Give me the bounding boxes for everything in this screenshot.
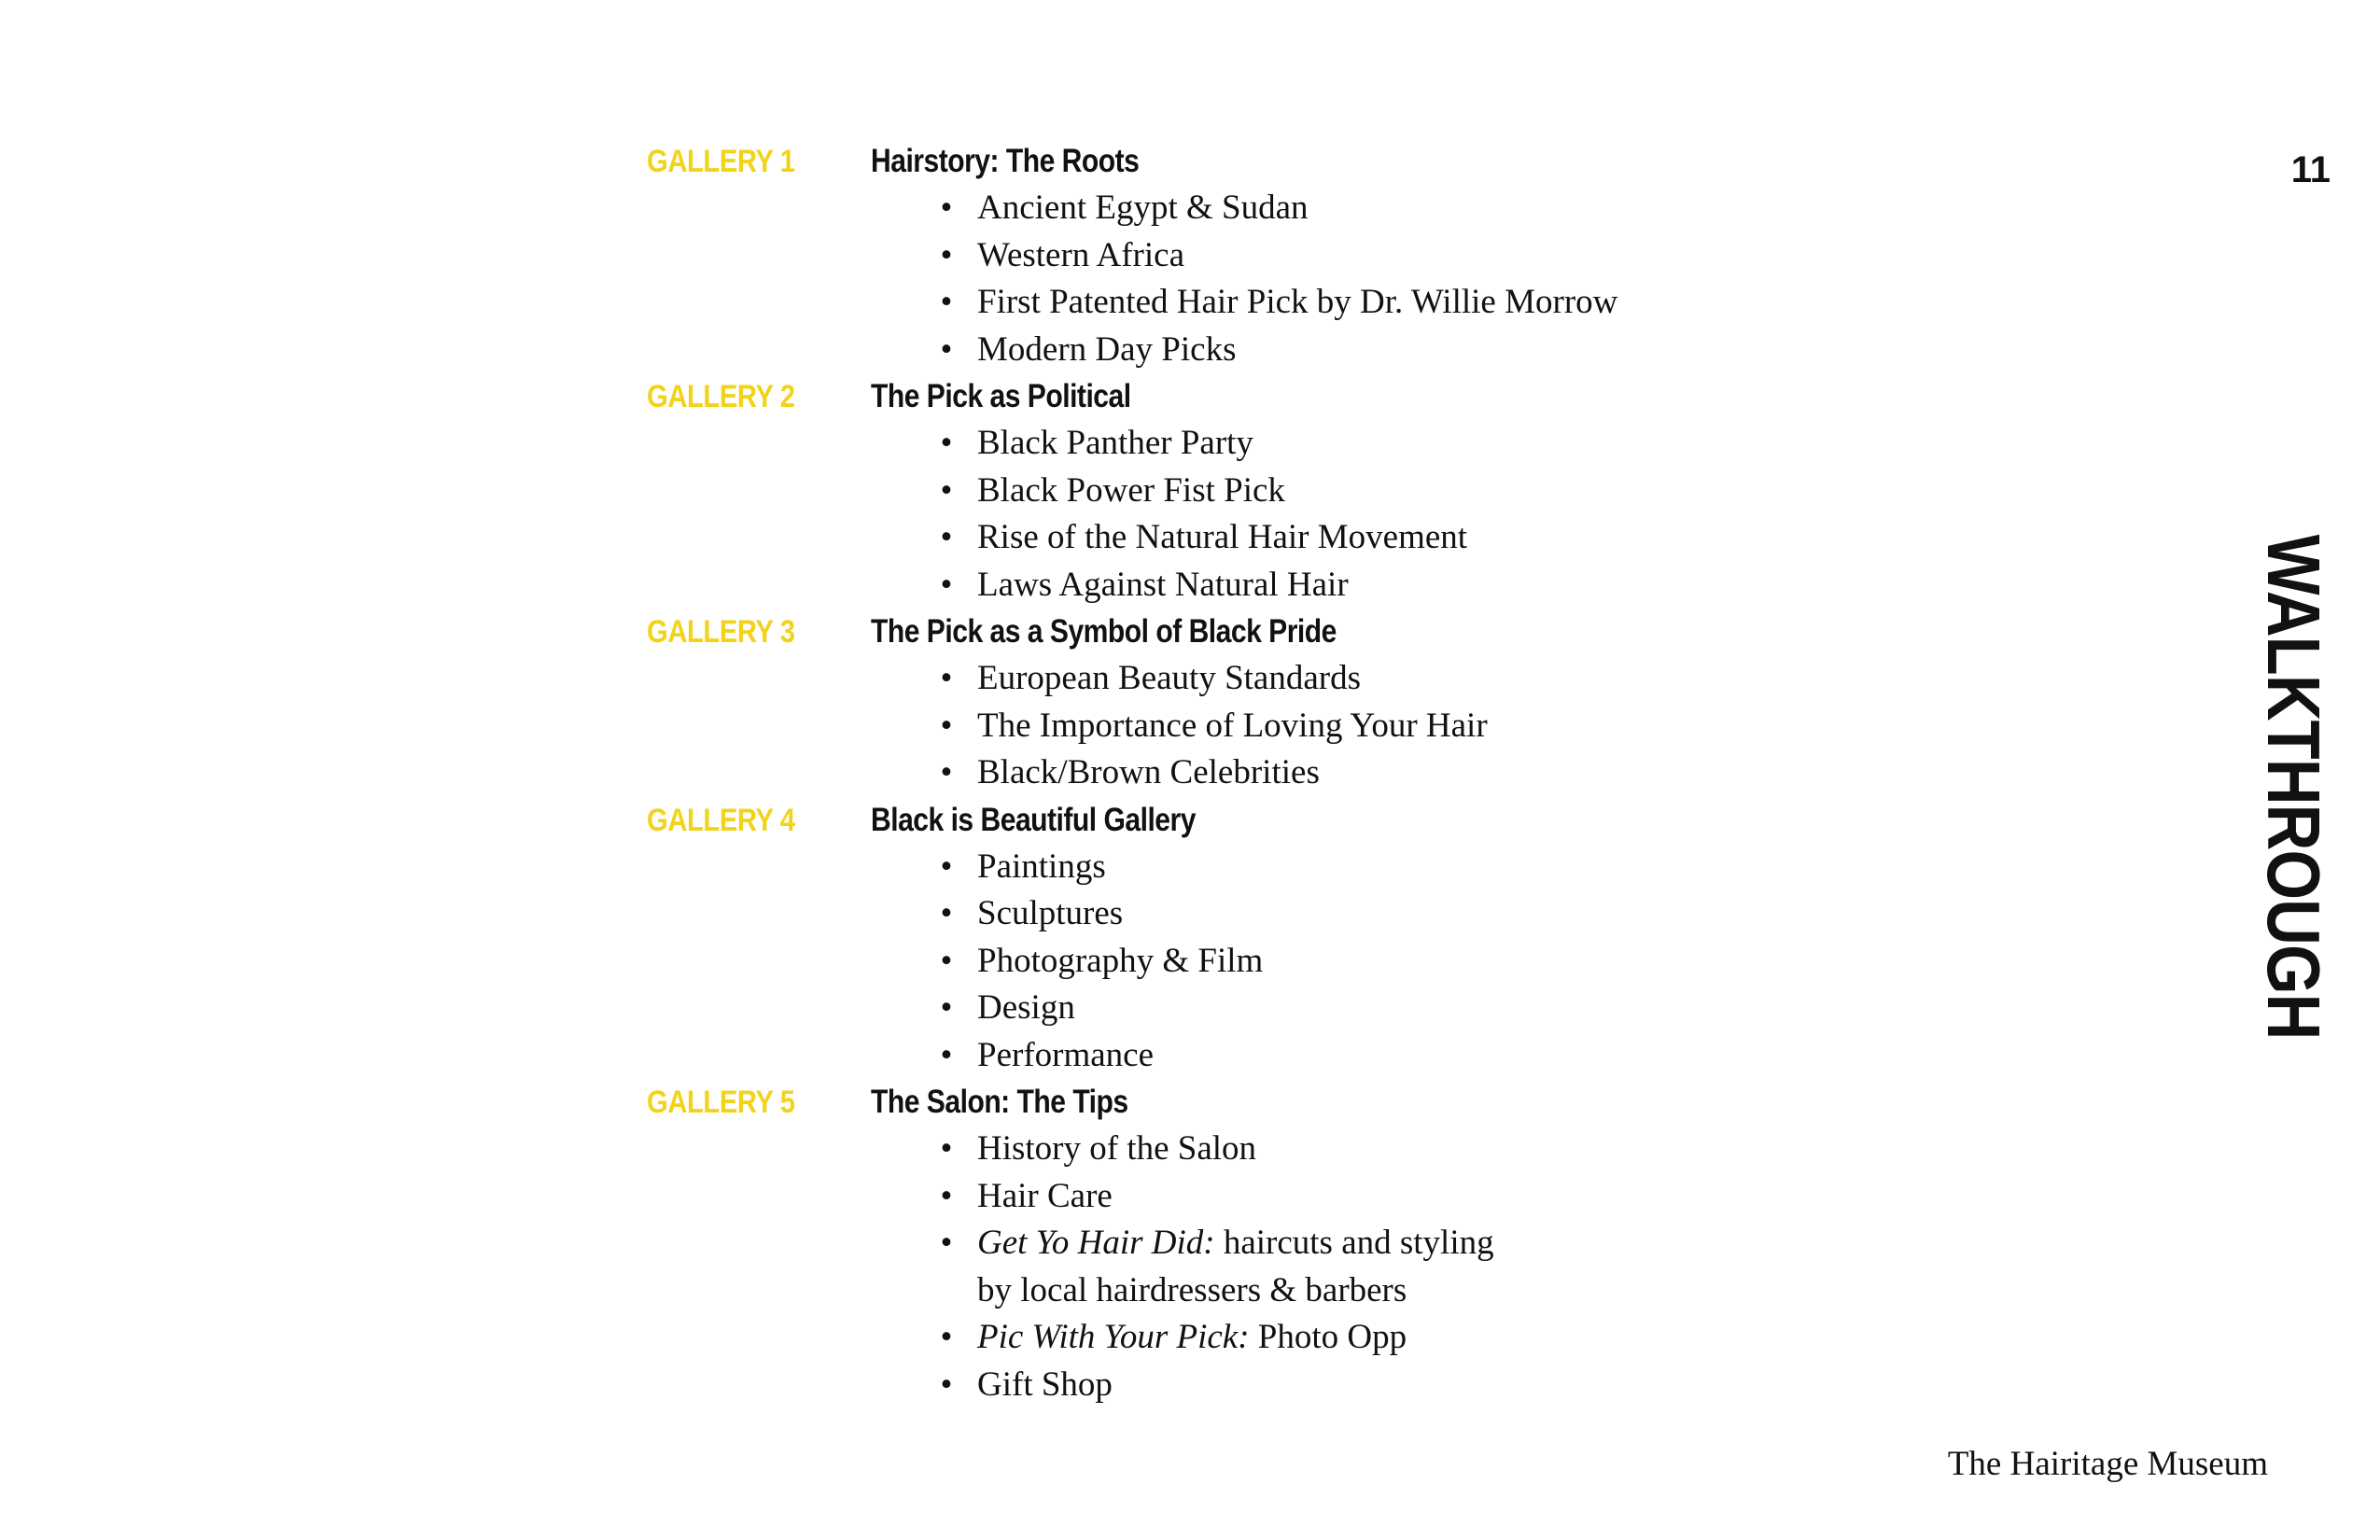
item-italic-text: Get Yo Hair Did:: [977, 1224, 1215, 1262]
list-item: [940, 985, 1860, 1032]
item-text: Western Africa: [977, 235, 1184, 274]
bullet-icon: •: [940, 847, 953, 886]
bullet-icon: •: [940, 1129, 953, 1168]
gallery-label: GALLERY 3: [647, 614, 795, 650]
footer-museum-name: The Hairitage Museum: [1947, 1445, 2268, 1483]
item-text: First Patented Hair Pick by Dr. Willie Morrow: [977, 283, 1618, 321]
page-number: 11: [2290, 149, 2331, 190]
list-item: [940, 1220, 1860, 1314]
bullet-icon: •: [940, 329, 953, 369]
list-item: [940, 1032, 1860, 1080]
bullet-icon: •: [940, 706, 953, 745]
bullet-icon: •: [940, 659, 953, 697]
gallery-item-list: [940, 844, 1860, 1080]
list-item: [940, 703, 1860, 750]
item-text: Design: [977, 988, 1075, 1027]
list-item: [940, 279, 1860, 327]
list-item: [940, 562, 1860, 609]
item-italic-text: Pic With Your Pick:: [977, 1318, 1250, 1356]
gallery-section: [647, 609, 1860, 797]
gallery-label: GALLERY 2: [647, 379, 795, 414]
list-item: [940, 514, 1860, 562]
item-text: Modern Day Picks: [977, 329, 1237, 369]
gallery-label: GALLERY 5: [647, 1085, 795, 1120]
bullet-icon: •: [940, 518, 953, 556]
gallery-item-list: [940, 420, 1860, 609]
gallery-item-list: [940, 1126, 1860, 1408]
item-text: haircuts and styling: [1214, 1224, 1494, 1262]
list-item: [940, 1173, 1860, 1221]
item-text-continuation: by local hairdressers & barbers: [977, 1270, 1407, 1309]
list-item: [940, 1362, 1860, 1409]
bullet-icon: •: [940, 1318, 953, 1356]
gallery-section: [647, 797, 1860, 1080]
bullet-icon: •: [940, 424, 953, 462]
bullet-icon: •: [940, 1176, 953, 1215]
bullet-icon: •: [940, 235, 953, 274]
bullet-icon: •: [940, 565, 953, 604]
item-text: Photography & Film: [977, 941, 1264, 980]
section-tab-label: WALKTHROUGH: [2252, 534, 2335, 1040]
gallery-title: The Pick as a Symbol of Black Pride: [871, 613, 1337, 650]
item-text: Black Power Fist Pick: [977, 470, 1285, 510]
item-text: Photo Opp: [1249, 1318, 1407, 1356]
item-text: The Importance of Loving Your Hair: [977, 706, 1488, 745]
list-item: [940, 890, 1860, 938]
list-item: [940, 655, 1860, 703]
section-tab-walkthrough: [2250, 494, 2336, 1081]
list-item: [940, 1126, 1860, 1173]
gallery-section: [647, 373, 1860, 609]
gallery-title: Hairstory: The Roots: [871, 143, 1140, 179]
item-text: Ancient Egypt & Sudan: [977, 189, 1309, 227]
item-text: Laws Against Natural Hair: [977, 565, 1349, 604]
item-text: History of the Salon: [977, 1129, 1257, 1168]
list-item: [940, 749, 1860, 797]
item-text: Performance: [977, 1035, 1155, 1074]
item-text: Black/Brown Celebrities: [977, 753, 1320, 791]
list-item: [940, 468, 1860, 515]
gallery-title: Black is Beautiful Gallery: [871, 801, 1196, 838]
item-text: European Beauty Standards: [977, 659, 1361, 697]
bullet-icon: •: [940, 988, 953, 1027]
list-item: [940, 232, 1860, 280]
gallery-title: The Salon: The Tips: [871, 1084, 1128, 1120]
list-item: [940, 1314, 1860, 1362]
gallery-title: The Pick as Political: [871, 378, 1131, 414]
bullet-icon: •: [940, 189, 953, 227]
bullet-icon: •: [940, 753, 953, 791]
bullet-icon: •: [940, 1365, 953, 1404]
gallery-list: [647, 138, 1860, 1408]
bullet-icon: •: [940, 894, 953, 932]
list-item: [940, 420, 1860, 468]
bullet-icon: •: [940, 470, 953, 510]
bullet-icon: •: [940, 283, 953, 321]
item-text: Sculptures: [977, 894, 1124, 932]
bullet-icon: •: [940, 1224, 953, 1262]
item-text: Hair Care: [977, 1176, 1113, 1215]
bullet-icon: •: [940, 1035, 953, 1074]
list-item: [940, 327, 1860, 374]
item-text: Gift Shop: [977, 1365, 1113, 1404]
item-text: Rise of the Natural Hair Movement: [977, 518, 1468, 556]
item-text: Black Panther Party: [977, 424, 1253, 462]
list-item: [940, 938, 1860, 986]
bullet-icon: •: [940, 941, 953, 980]
gallery-label: GALLERY 1: [647, 144, 795, 179]
gallery-item-list: [940, 655, 1860, 797]
list-item: [940, 844, 1860, 891]
gallery-section: [647, 1079, 1860, 1408]
gallery-section: [647, 138, 1860, 373]
list-item: [940, 185, 1860, 232]
gallery-label: GALLERY 4: [647, 802, 795, 838]
gallery-item-list: [940, 185, 1860, 373]
item-text: Paintings: [977, 847, 1106, 886]
